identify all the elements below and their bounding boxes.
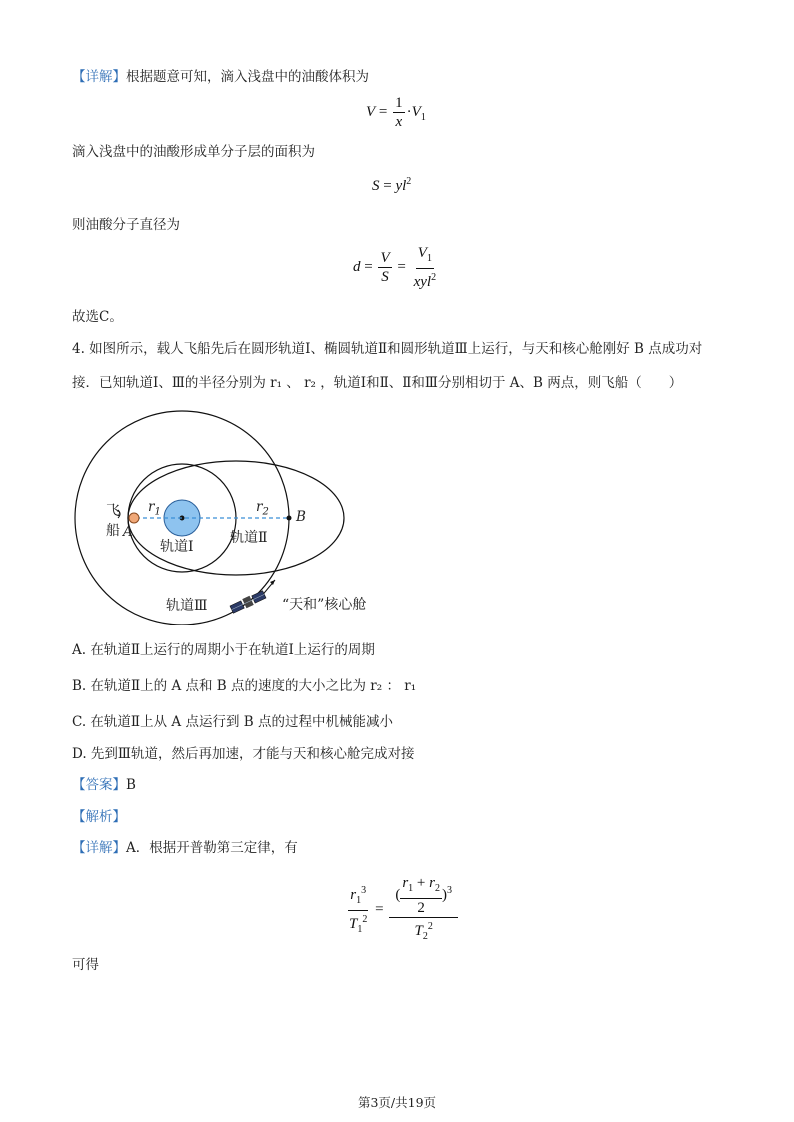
formula-kepler: $\frac{r_1^3}{T_1^2}$ = ( $\frac{r_1 + r_2}{2}$ )$^3$ $T_2^2$ xyxy=(345,874,460,946)
detail-text-3: 则油酸分子直径为 xyxy=(72,217,180,233)
detail-text-2: 滴入浅盘中的油酸形成单分子层的面积为 xyxy=(72,144,315,160)
label-orbit-3: 轨道Ⅲ xyxy=(166,598,208,614)
analysis-tag: 【解析】 xyxy=(72,809,126,825)
question-line-1: 4. 如图所示，载人飞船先后在圆形轨道Ⅰ、椭圆轨道Ⅱ和圆形轨道Ⅲ上运行，与天和核心舱刚好 B 点成功对 xyxy=(72,341,703,357)
label-b: B xyxy=(296,509,306,525)
formula-volume: V = $\frac{1}{x}$ $\cdot V_1$ xyxy=(366,95,426,130)
page-footer: 第3页/共19页 xyxy=(357,1095,437,1110)
option-c: C. 在轨道Ⅱ上从 A 点运行到 B 点的过程中机械能减小 xyxy=(72,714,393,730)
orbit-diagram xyxy=(70,410,430,629)
detail-2-line xyxy=(72,839,298,857)
label-chuan: 船 xyxy=(106,523,120,539)
kede-text: 可得 xyxy=(72,957,99,973)
label-station: “天和”核心舱 xyxy=(282,597,367,613)
station-arrowhead-icon xyxy=(270,580,275,585)
detail-tag: 【详解】 xyxy=(72,69,126,85)
detail-paragraph-1 xyxy=(72,68,369,86)
option-a: A. 在轨道Ⅱ上运行的周期小于在轨道Ⅰ上运行的周期 xyxy=(72,642,375,658)
label-r2: $r_2$ xyxy=(256,499,269,518)
conclusion-text: 故选C。 xyxy=(72,309,123,325)
label-orbit-1: 轨道Ⅰ xyxy=(160,539,194,555)
option-b: B. 在轨道Ⅱ上的 A 点和 B 点的速度的大小之比为 r₂ ： r₁ xyxy=(72,678,417,694)
answer-value: B xyxy=(126,777,136,793)
label-r1: $r_1$ xyxy=(148,499,161,518)
formula-area: $S = yl^2$ xyxy=(372,176,412,194)
label-orbit-2: 轨道Ⅱ xyxy=(230,530,268,546)
answer-line xyxy=(72,776,136,794)
formula-diameter: d = $\frac{V}{S}$ = $\frac{V_1}{xyl^2}$ xyxy=(353,245,437,290)
detail-2-text: A．根据开普勒第三定律，有 xyxy=(126,840,298,856)
label-fei: 飞 xyxy=(106,503,120,519)
label-a: A xyxy=(123,524,133,540)
spaceship-icon xyxy=(129,513,139,523)
option-d: D. 先到Ⅲ轨道，然后再加速，才能与天和核心舱完成对接 xyxy=(72,746,415,762)
analysis-line xyxy=(72,808,126,826)
answer-tag: 【答案】 xyxy=(72,777,126,793)
question-line-2: 接．已知轨道Ⅰ、Ⅲ的半径分别为 r₁ 、 r₂ ，轨道Ⅰ和Ⅱ、Ⅱ和Ⅲ分别相切于 A、B 两点，则飞船（ ） xyxy=(72,375,683,391)
point-b-dot xyxy=(287,516,292,521)
detail-2-tag: 【详解】 xyxy=(72,840,126,856)
detail-text-1: 根据题意可知，滴入浅盘中的油酸体积为 xyxy=(126,69,369,85)
space-station-icon xyxy=(230,590,267,614)
